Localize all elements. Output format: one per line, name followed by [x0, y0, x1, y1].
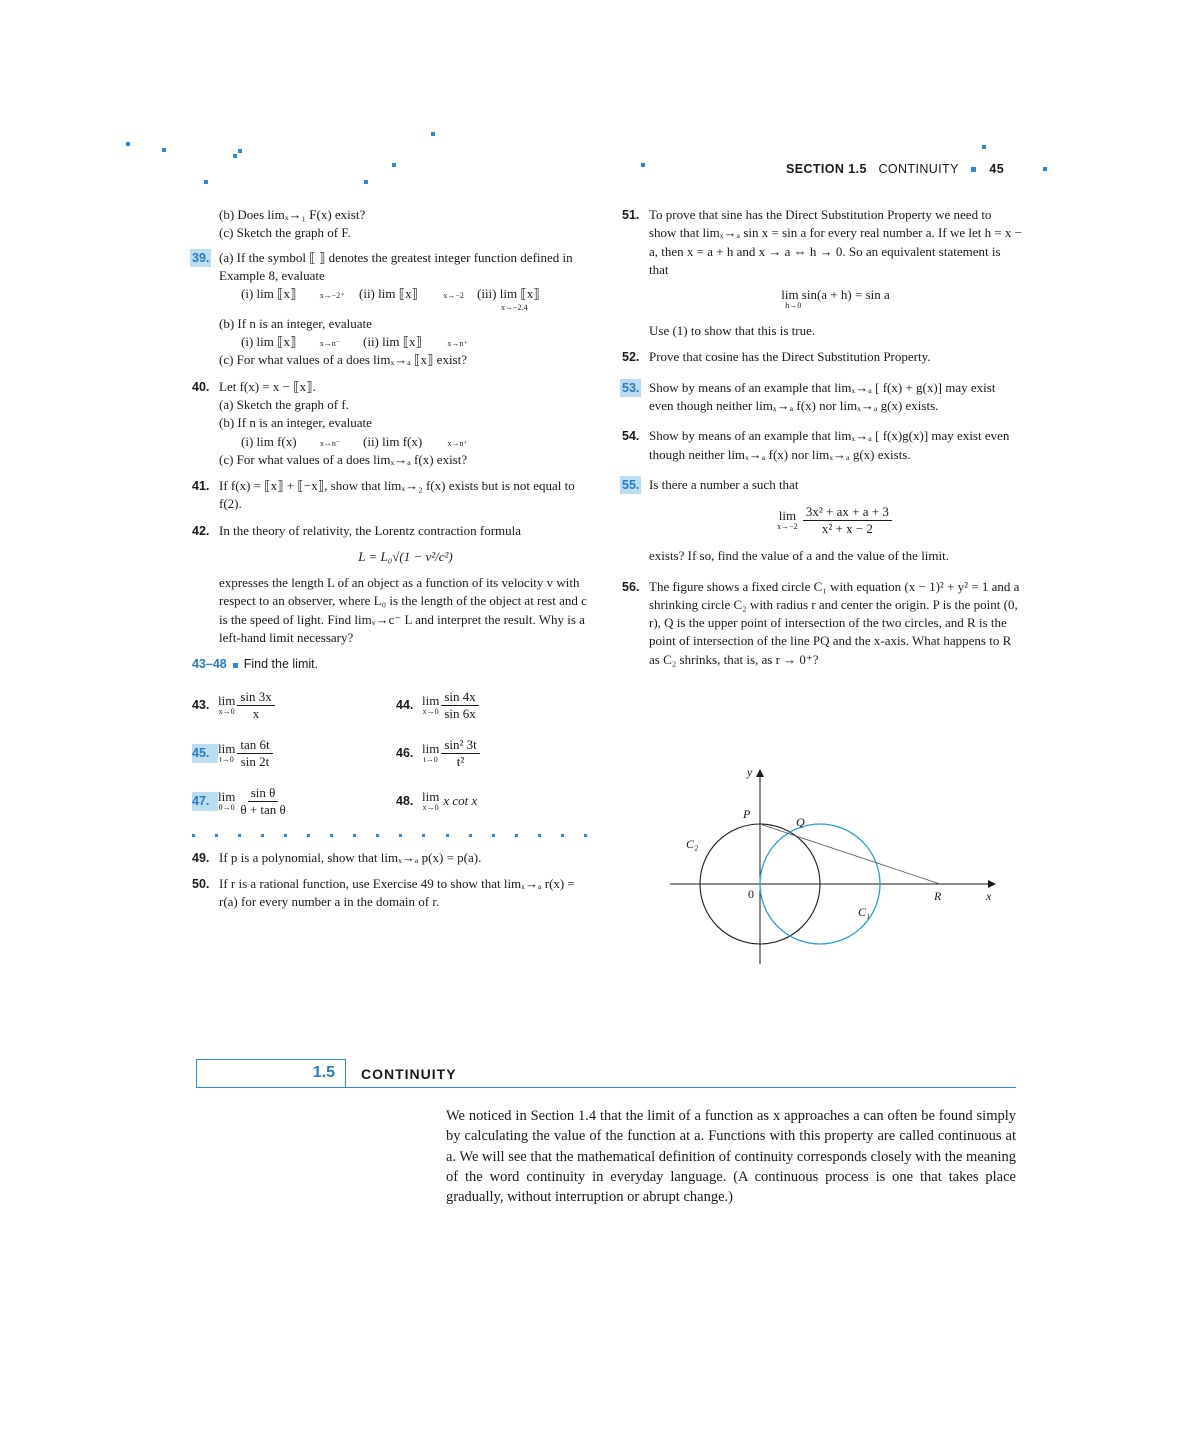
- exercise-41-text: If f(x) = ⟦x⟧ + ⟦−x⟧, show that limₓ→₂ f(x) exists but is not equal to f(2).: [219, 477, 575, 512]
- exercise-number: 39.: [190, 249, 211, 267]
- decorative-speck: [431, 132, 435, 136]
- limit-expression: x cot x: [443, 793, 478, 809]
- section-heading: [196, 1059, 1016, 1088]
- section-intro-paragraph: We noticed in Section 1.4 that the limit of a function as x approaches a can often be found simply by calculating the value of the function at a. Functions with this property are called continuous at a. We will see that the mathematical definition of continuity corresponds closely with the meaning of the word continuity in everyday language. (A continuous process is one that takes place gradually, without interruption or abrupt change.): [446, 1108, 1016, 1206]
- decorative-speck: [233, 154, 237, 158]
- exercise-40-stem: Let f(x) = x − ⟦x⟧.: [219, 378, 316, 394]
- exercise-52-text: Prove that cosine has the Direct Substitution Property.: [649, 349, 931, 365]
- section-title: CONTINUITY: [361, 1066, 457, 1082]
- exercise-number: 55.: [620, 476, 641, 494]
- limit-subscript: x→−2.4: [501, 303, 528, 313]
- line-pqr: [760, 824, 940, 884]
- lim-word: lim: [422, 789, 440, 805]
- exercise-number: 51.: [622, 208, 640, 222]
- limit-subscript: h→0: [785, 301, 802, 311]
- exercise-40-b-parts: [241, 433, 592, 449]
- decorative-speck: [162, 148, 166, 152]
- limit-subscript: x→0: [218, 707, 235, 717]
- exercise-39-b-parts: [241, 336, 592, 348]
- limit-fraction: $\frac{\sin 4x}{\sin 6x}$: [441, 689, 478, 722]
- section-label: SECTION 1.5: [786, 162, 867, 176]
- limit-expression: (i) lim f(x): [241, 433, 297, 449]
- exercise-55-text: Is there a number a such that: [649, 476, 799, 492]
- exercise-51: [622, 206, 1022, 340]
- exercise-number: 43.: [192, 698, 210, 713]
- exercise-number: 54.: [622, 429, 640, 444]
- exercise-40-part-c: (c) For what values of a does limₓ→ₐ f(x) exist?: [219, 451, 468, 467]
- range-label: 43–48: [192, 657, 227, 672]
- limit-expression: (i) lim ⟦x⟧: [241, 334, 297, 350]
- exercise-40-part-a: (a) Sketch the graph of f.: [219, 397, 349, 413]
- exercise-39: [192, 249, 592, 370]
- lim-word: lim: [218, 789, 236, 805]
- circles-diagram: [662, 764, 1002, 970]
- limit-fraction: $\frac{\sin 3x}{x}$: [237, 689, 274, 722]
- decorative-speck: [1043, 167, 1047, 171]
- running-head: [786, 162, 1004, 176]
- exercise-56: [622, 578, 1022, 669]
- exercise-55: [622, 476, 1022, 566]
- exercise-49: [192, 849, 592, 867]
- exercise-range-heading: [192, 655, 592, 673]
- exercise-number: 44.: [396, 698, 414, 713]
- limit-exercise-row: [192, 780, 592, 824]
- exercise-number: 47.: [192, 792, 218, 810]
- separator-square-icon: [971, 167, 976, 172]
- right-column: [622, 206, 1022, 677]
- exercise-50: [192, 875, 592, 912]
- range-instruction: Find the limit.: [243, 657, 319, 672]
- exercise-38-part-c: (c) Sketch the graph of F.: [219, 225, 351, 241]
- limit-expression: (ii) lim ⟦x⟧: [363, 334, 423, 350]
- exercise-56-text: The figure shows a fixed circle C₁ with equation (x − 1)² + y² = 1 and a shrinking circle C₂ with radius r and center the origin. P is the point (0, r), Q is the upper point of intersection of the two circles, and R is the point of intersection of the line PQ and the x-axis. What happens to R as C₂ shrinks, that is, as r → 0⁺?: [649, 578, 1020, 667]
- exercise-number: 41.: [192, 478, 210, 493]
- x-axis-arrow: [988, 880, 996, 888]
- exercise-39-part-a: (a) If the symbol ⟦ ⟧ denotes the greatest integer function defined in Example 8, evaluate: [219, 249, 573, 283]
- lim-word: lim: [218, 693, 236, 709]
- limit-expression: lim sin(a + h) = sin a: [781, 287, 890, 303]
- exercise-40-part-b: (b) If n is an integer, evaluate: [219, 415, 372, 431]
- decorative-speck: [204, 180, 208, 184]
- decorative-speck: [392, 163, 396, 167]
- limit-subscript: t→0: [219, 755, 234, 765]
- exercise-number: 40.: [192, 379, 210, 394]
- limit-fraction: $\frac{\text{3x² + ax + a + 3}}{\text{x² + x − 2}}$: [803, 504, 892, 537]
- dotted-separator: [192, 834, 587, 837]
- decorative-speck: [126, 142, 130, 146]
- exercise-number: 53.: [620, 379, 641, 397]
- lim-word: lim: [778, 508, 797, 524]
- exercise-55-formula: [649, 504, 1022, 537]
- section-topic: CONTINUITY: [878, 162, 959, 176]
- exercise-53: [622, 379, 1022, 416]
- exercise-49-text: If p is a polynomial, show that limₓ→ₐ p(x) = p(a).: [219, 849, 482, 865]
- exercise-39-a-parts: [241, 288, 592, 312]
- decorative-speck: [982, 145, 986, 149]
- exercise-number: 49.: [192, 850, 210, 865]
- decorative-speck: [364, 180, 368, 184]
- circle-c1-label: C₁: [858, 905, 871, 919]
- left-column: [192, 206, 592, 920]
- exercise-42-text: In the theory of relativity, the Lorentz contraction formula: [219, 522, 522, 538]
- exercise-51-text2: Use (1) to show that this is true.: [649, 323, 816, 339]
- circles-figure: [662, 764, 1002, 970]
- exercise-number: 46.: [396, 746, 414, 761]
- exercise-number: 50.: [192, 876, 210, 891]
- limit-subscript: t→0: [423, 755, 438, 765]
- limit-expression: (iii) lim ⟦x⟧: [477, 286, 540, 302]
- exercise-38-continued: [192, 206, 592, 243]
- y-axis-arrow: [756, 769, 764, 777]
- limit-subscript: x→n⁺: [447, 339, 468, 349]
- exercise-54: [622, 427, 1022, 464]
- section-number-box: [196, 1059, 346, 1088]
- limit-subscript: θ→0: [218, 803, 235, 813]
- limit-expression: (ii) lim f(x): [363, 433, 423, 449]
- exercise-41: [192, 477, 592, 514]
- limit-subscript: x→n⁻: [319, 339, 340, 349]
- limit-exercise-row: [192, 684, 592, 728]
- exercise-40: [192, 378, 592, 469]
- limit-subscript: x→−2⁺: [319, 291, 345, 301]
- limit-fraction: $\frac{\text{sin θ}}{\text{θ + tan θ}}$: [240, 785, 286, 818]
- circle-c2-label: C₂: [686, 837, 699, 851]
- limit-exercise-row: [192, 732, 592, 776]
- limit-expression: (ii) lim ⟦x⟧: [359, 286, 419, 302]
- exercise-number: 45.: [192, 744, 218, 762]
- exercise-54-text: Show by means of an example that limₓ→ₐ [ f(x)g(x)] may exist even though neither limₓ→ₐ f(x) nor limₓ→ₐ g(x) exists.: [649, 428, 1010, 462]
- exercise-39-part-b: (b) If n is an integer, evaluate: [219, 316, 372, 332]
- exercise-number: 42.: [192, 523, 210, 538]
- decorative-speck: [641, 163, 645, 167]
- lim-word: lim: [422, 693, 440, 709]
- exercise-42: [192, 522, 592, 648]
- limit-subscript: x→n⁺: [447, 438, 468, 448]
- limit-subscript: x→0: [422, 803, 439, 813]
- separator-square-icon: [233, 663, 238, 668]
- exercise-39-part-c: (c) For what values of a does limₓ→ₐ ⟦x⟧ exist?: [219, 352, 468, 368]
- exercise-53-text: Show by means of an example that limₓ→ₐ [ f(x) + g(x)] may exist even though neither limₓ→ₐ f(x) nor limₓ→ₐ g(x) exists.: [649, 379, 996, 414]
- exercise-52: [622, 348, 1022, 366]
- x-axis-label: x: [986, 889, 992, 903]
- point-p-label: P: [743, 807, 751, 821]
- limit-fraction: $\frac{\text{sin² 3t}}{\text{t²}}$: [441, 737, 479, 770]
- lorentz-formula: L = L₀√(1 − v²/c²): [358, 548, 453, 564]
- exercise-number: 52.: [622, 350, 640, 365]
- limit-subscript: x→−2: [777, 522, 798, 532]
- exercise-number: 48.: [396, 794, 414, 809]
- exercise-55-text2: exists? If so, find the value of a and the value of the limit.: [649, 548, 949, 564]
- lim-word: lim: [218, 741, 236, 757]
- exercise-38-part-b: (b) Does limₓ→₁ F(x) exist?: [219, 207, 366, 222]
- exercise-50-text: If r is a rational function, use Exercise 49 to show that limₓ→ₐ r(x) = r(a) for every number a in the domain of r.: [219, 875, 575, 910]
- lim-word: lim: [422, 741, 440, 757]
- exercise-42-text2: expresses the length L of an object as a function of its velocity v with respect to an observer, where L₀ is the length of the object at rest and c is the speed of light. Find limᵥ→c⁻ L and interpret the result. Why is a left-hand limit necessary?: [219, 575, 587, 646]
- point-r-label: R: [934, 889, 942, 903]
- exercise-51-formula: [649, 289, 1022, 310]
- section-rule: [346, 1087, 1016, 1088]
- limit-expression: (i) lim ⟦x⟧: [241, 286, 297, 302]
- exercise-number: 56.: [622, 579, 640, 594]
- page-number: 45: [989, 162, 1005, 176]
- limit-fraction: $\frac{\tan 6t}{\sin 2t}$: [237, 737, 272, 770]
- y-axis-label: y: [747, 765, 753, 779]
- limit-subscript: x→−2: [443, 291, 464, 301]
- limit-subscript: x→n⁻: [319, 438, 341, 448]
- limit-subscript: x→0: [422, 707, 439, 717]
- exercise-51-text: To prove that sine has the Direct Substitution Property we need to show that limₓ→ₐ sin x = sin a for every real number a. If we let h = x − a, then x = a + h and x → a ⇔ h → 0. So an equivalent statement is that: [649, 207, 1023, 277]
- origin-label: 0: [748, 887, 754, 901]
- section-number: 1.5: [312, 1064, 335, 1081]
- decorative-speck: [238, 149, 242, 153]
- point-q-label: Q: [796, 815, 805, 829]
